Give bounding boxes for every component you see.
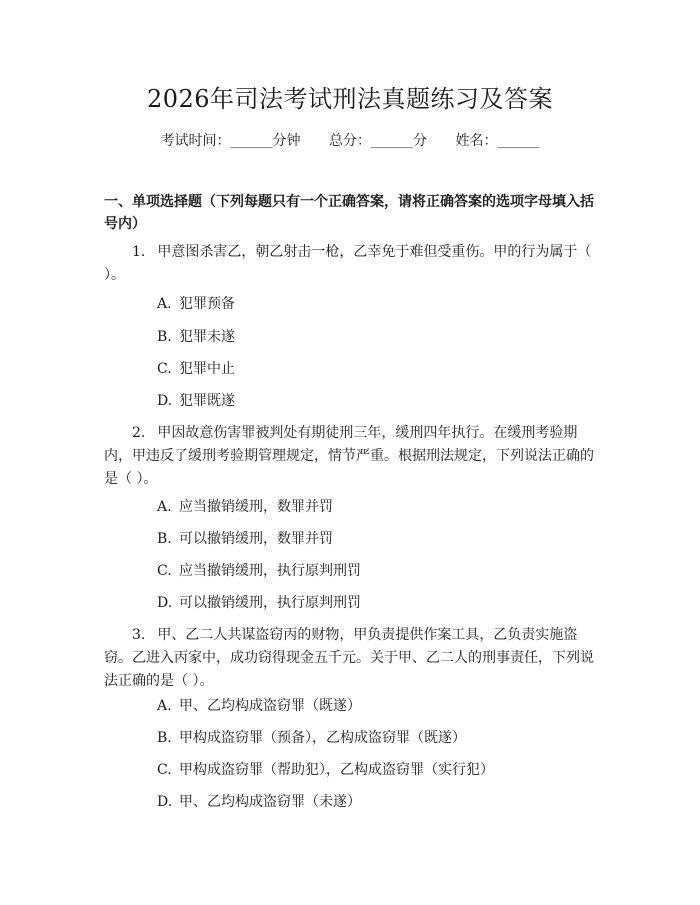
option-3b: [157, 727, 466, 749]
question-number: 3.: [132, 627, 146, 643]
question-3: [104, 624, 600, 693]
exam-time-field: 考试时间：______分钟: [160, 133, 301, 149]
question-text: 甲、乙二人共谋盗窃丙的财物，甲负责提供作案工具，乙负责实施盗窃。乙进入丙家中，成功窃得现金五千元。关于甲、乙二人的刑事责任，下列说法正确的是（ ）。: [104, 627, 594, 689]
option-1c: [157, 358, 235, 380]
option-letter: D.: [157, 794, 173, 810]
option-text: 可以撤销缓刑，数罪并罚: [179, 531, 333, 547]
option-letter: B.: [157, 730, 172, 746]
option-1a: [157, 293, 235, 315]
option-2a: [157, 496, 333, 518]
page-title: 2026年司法考试刑法真题练习及答案: [146, 85, 554, 113]
option-letter: A.: [157, 499, 172, 515]
exam-info-line: [0, 130, 700, 152]
total-score-field: 总分：______分: [329, 133, 427, 149]
option-letter: D.: [157, 393, 173, 409]
option-1d: [157, 390, 235, 412]
option-2d: [157, 592, 361, 614]
question-text: 甲意图杀害乙，朝乙射击一枪，乙幸免于难但受重伤。甲的行为属于（ ）。: [104, 244, 592, 283]
option-3d: [157, 791, 361, 813]
option-letter: C.: [157, 762, 172, 778]
question-text: 甲因故意伤害罪被判处有期徒刑三年，缓刑四年执行。在缓刑考验期内，甲违反了缓刑考验期管理规定，情节严重。根据刑法规定，下列说法正确的是（ ）。: [104, 425, 594, 487]
option-text: 甲、乙均构成盗窃罪（未遂）: [179, 794, 361, 810]
student-name-field: 姓名：______: [455, 133, 540, 149]
option-2b: [157, 528, 333, 550]
question-1: [104, 241, 600, 287]
question-2: [104, 422, 600, 491]
option-2c: [157, 560, 361, 582]
option-text: 甲、乙均构成盗窃罪（既遂）: [179, 698, 361, 714]
option-letter: A.: [157, 296, 172, 312]
option-text: 甲构成盗窃罪（预备），乙构成盗窃罪（既遂）: [179, 730, 466, 746]
option-3a: [157, 695, 361, 717]
option-1b: [157, 326, 235, 348]
question-number: 1.: [132, 244, 146, 260]
option-text: 犯罪未遂: [179, 329, 235, 345]
option-letter: C.: [157, 361, 172, 377]
question-number: 2.: [132, 425, 146, 441]
option-3c: [157, 759, 494, 781]
option-letter: A.: [157, 698, 172, 714]
option-text: 可以撤销缓刑，执行原判刑罚: [179, 595, 361, 611]
option-text: 犯罪预备: [179, 296, 235, 312]
section-heading: 一、单项选择题（下列每题只有一个正确答案，请将正确答案的选项字母填入括号内）: [104, 194, 594, 232]
option-letter: C.: [157, 563, 172, 579]
option-text: 犯罪既遂: [179, 393, 235, 409]
option-letter: B.: [157, 329, 172, 345]
option-text: 甲构成盗窃罪（帮助犯），乙构成盗窃罪（实行犯）: [179, 762, 494, 778]
option-text: 应当撤销缓刑，数罪并罚: [179, 499, 333, 515]
option-text: 犯罪中止: [179, 361, 235, 377]
option-text: 应当撤销缓刑，执行原判刑罚: [179, 563, 361, 579]
option-letter: D.: [157, 595, 173, 611]
option-letter: B.: [157, 531, 172, 547]
